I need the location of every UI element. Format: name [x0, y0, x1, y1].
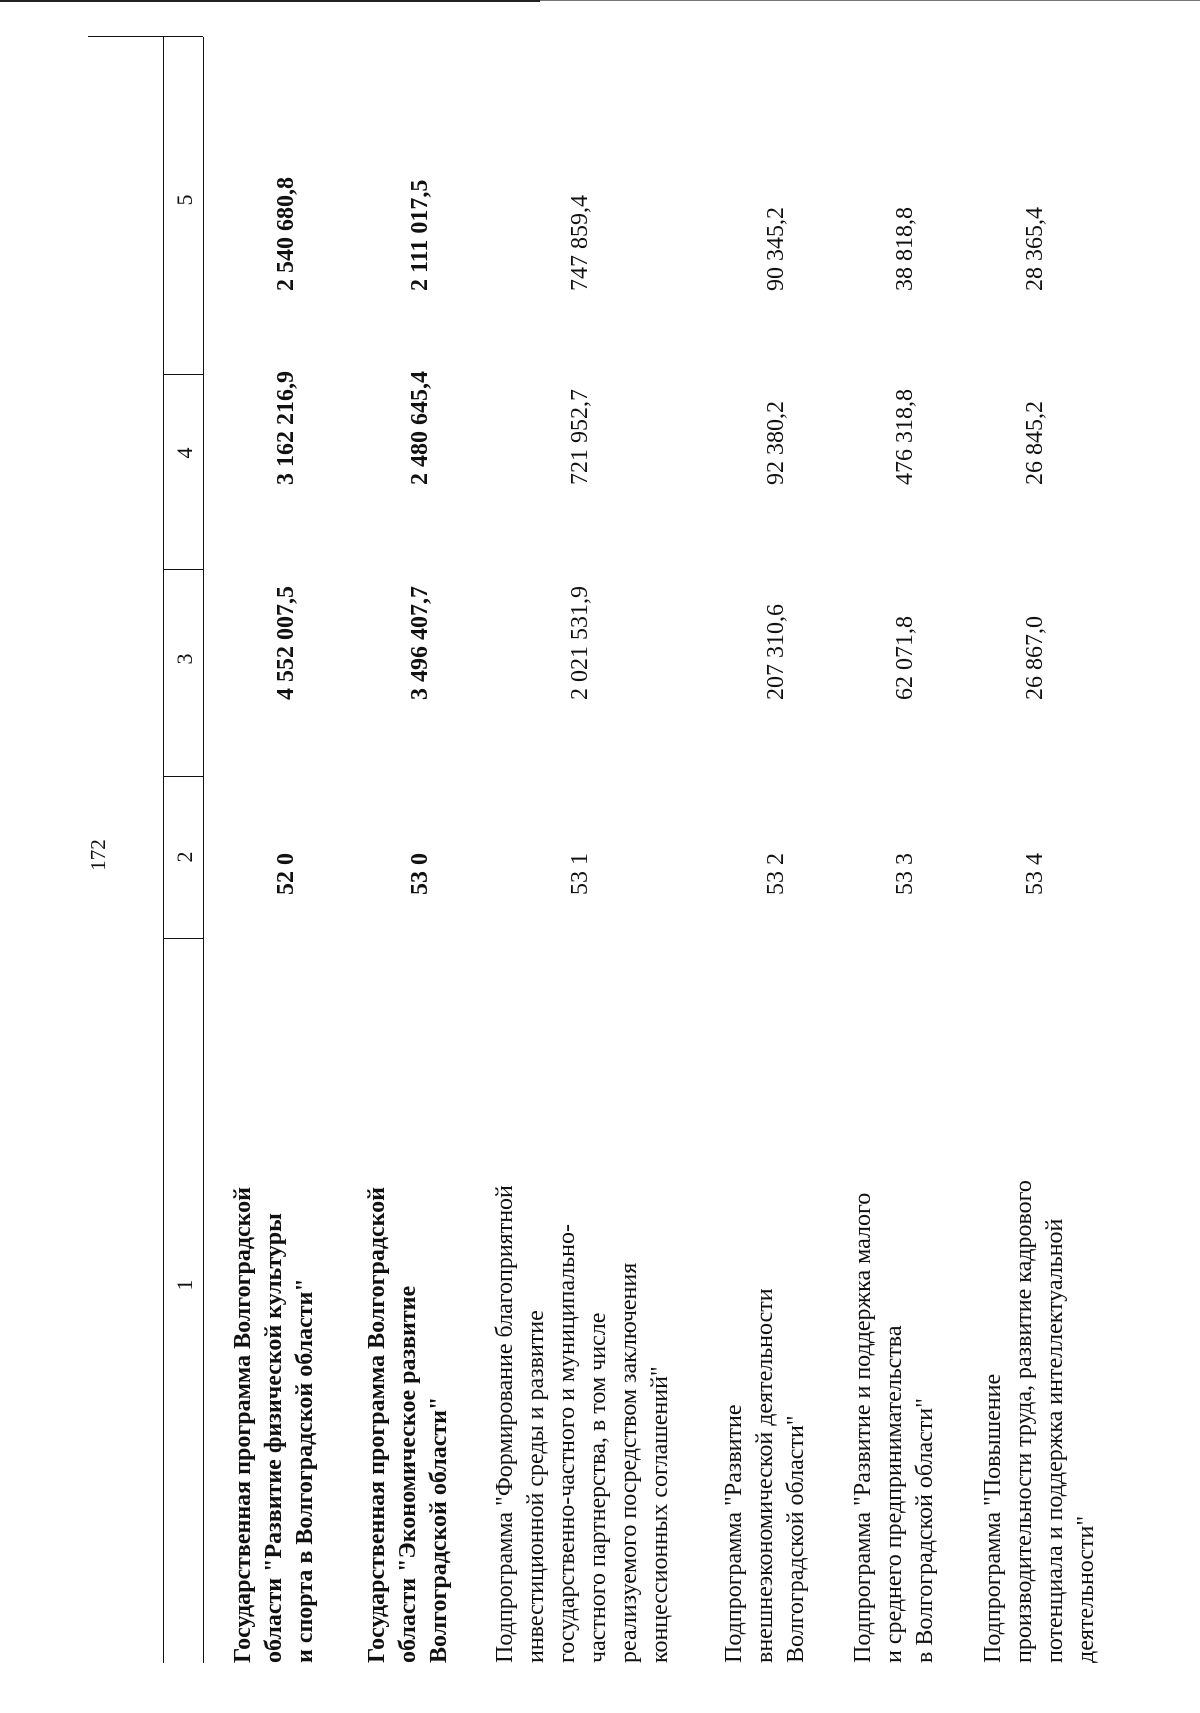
value-col-5: 2 111 017,5 — [407, 179, 433, 291]
program-code: 52 0 — [273, 853, 299, 895]
subprogram-name-line: и среднего предпринимательства — [881, 1325, 907, 1663]
column-header-5: 5 — [172, 194, 197, 206]
column-header-3: 3 — [172, 653, 197, 665]
header-divider — [163, 374, 203, 375]
subprogram-name-line: концессионных соглашений" — [647, 1366, 673, 1663]
header-divider — [163, 938, 203, 939]
value-col-5: 38 818,8 — [892, 207, 918, 291]
value-col-3: 62 071,8 — [892, 616, 918, 700]
program-name — [228, 1043, 321, 1663]
subprogram-name-line: государственно-частного и муниципально- — [554, 1223, 580, 1663]
program-code: 53 0 — [407, 853, 433, 895]
program-name-line: области "Развитие физической культуры — [261, 1213, 287, 1663]
subprogram-name-line: Подпрограмма "Развитие и поддержка малого — [850, 1192, 876, 1663]
value-col-4: 2 480 645,4 — [407, 371, 433, 485]
column-header-2: 2 — [172, 851, 197, 863]
subprogram-name-line: Подпрограмма "Повышение — [980, 1373, 1006, 1663]
subprogram-name-line: инвестиционной среды и развитие — [523, 1310, 549, 1663]
value-col-4: 476 318,8 — [892, 389, 918, 485]
value-col-3: 2 021 531,9 — [567, 586, 593, 700]
value-col-4: 26 845,2 — [1022, 401, 1048, 485]
program-name-line: области "Экономическое развитие — [395, 1285, 421, 1663]
program-name-line: Волгоградской области" — [426, 1396, 452, 1663]
subprogram-name-line: потенциала и поддержка интеллектуальной — [1042, 1218, 1068, 1663]
subprogram-name-line: производительности труда, развитие кадрового — [1011, 1180, 1037, 1663]
value-col-5: 2 540 680,8 — [273, 177, 299, 291]
value-col-5: 747 859,4 — [567, 195, 593, 291]
value-col-3: 26 867,0 — [1022, 616, 1048, 700]
subprogram-name-line: частного партнерства, в том числе — [585, 1312, 611, 1663]
header-divider — [163, 569, 203, 570]
value-col-4: 721 952,7 — [567, 389, 593, 485]
subprogram-name-line: внешнеэкономической деятельности — [752, 1288, 778, 1663]
program-name — [362, 1043, 455, 1663]
program-name-line: Государственная программа Волгоградской — [364, 1187, 390, 1663]
value-col-5: 90 345,2 — [763, 207, 789, 291]
subprogram-name — [978, 1043, 1102, 1663]
header-divider — [163, 776, 203, 777]
subprogram-code: 53 2 — [763, 853, 789, 895]
subprogram-code: 53 4 — [1022, 853, 1048, 895]
header-top-rule — [163, 37, 164, 1663]
value-col-5: 28 365,4 — [1022, 207, 1048, 291]
subprogram-code: 53 3 — [892, 853, 918, 895]
column-header-4: 4 — [172, 447, 197, 459]
subprogram-name-line: Волгоградской области" — [783, 1415, 809, 1663]
header-divider — [88, 36, 203, 37]
subprogram-name-line: реализуемого посредством заключения — [616, 1262, 642, 1663]
page-number: 172 — [86, 839, 110, 871]
value-col-4: 92 380,2 — [763, 401, 789, 485]
subprogram-code: 53 1 — [567, 853, 593, 895]
value-col-4: 3 162 216,9 — [273, 371, 299, 485]
column-header-1: 1 — [172, 1279, 197, 1291]
subprogram-name-line: деятельности" — [1073, 1515, 1099, 1663]
subprogram-name-line: Подпрограмма "Развитие — [721, 1404, 747, 1663]
value-col-3: 3 496 407,7 — [407, 586, 433, 700]
header-bottom-rule — [203, 37, 204, 1663]
value-col-3: 4 552 007,5 — [273, 586, 299, 700]
subprogram-name — [719, 1043, 812, 1663]
subprogram-name — [848, 1043, 941, 1663]
value-col-3: 207 310,6 — [763, 604, 789, 700]
subprogram-name-line: в Волгоградской области" — [912, 1398, 938, 1663]
program-name-line: и спорта в Волгоградской области" — [292, 1278, 318, 1663]
program-name-line: Государственная программа Волгоградской — [230, 1187, 256, 1663]
subprogram-name-line: Подпрограмма "Формирование благоприятной — [492, 1185, 518, 1663]
subprogram-name — [490, 1043, 676, 1663]
